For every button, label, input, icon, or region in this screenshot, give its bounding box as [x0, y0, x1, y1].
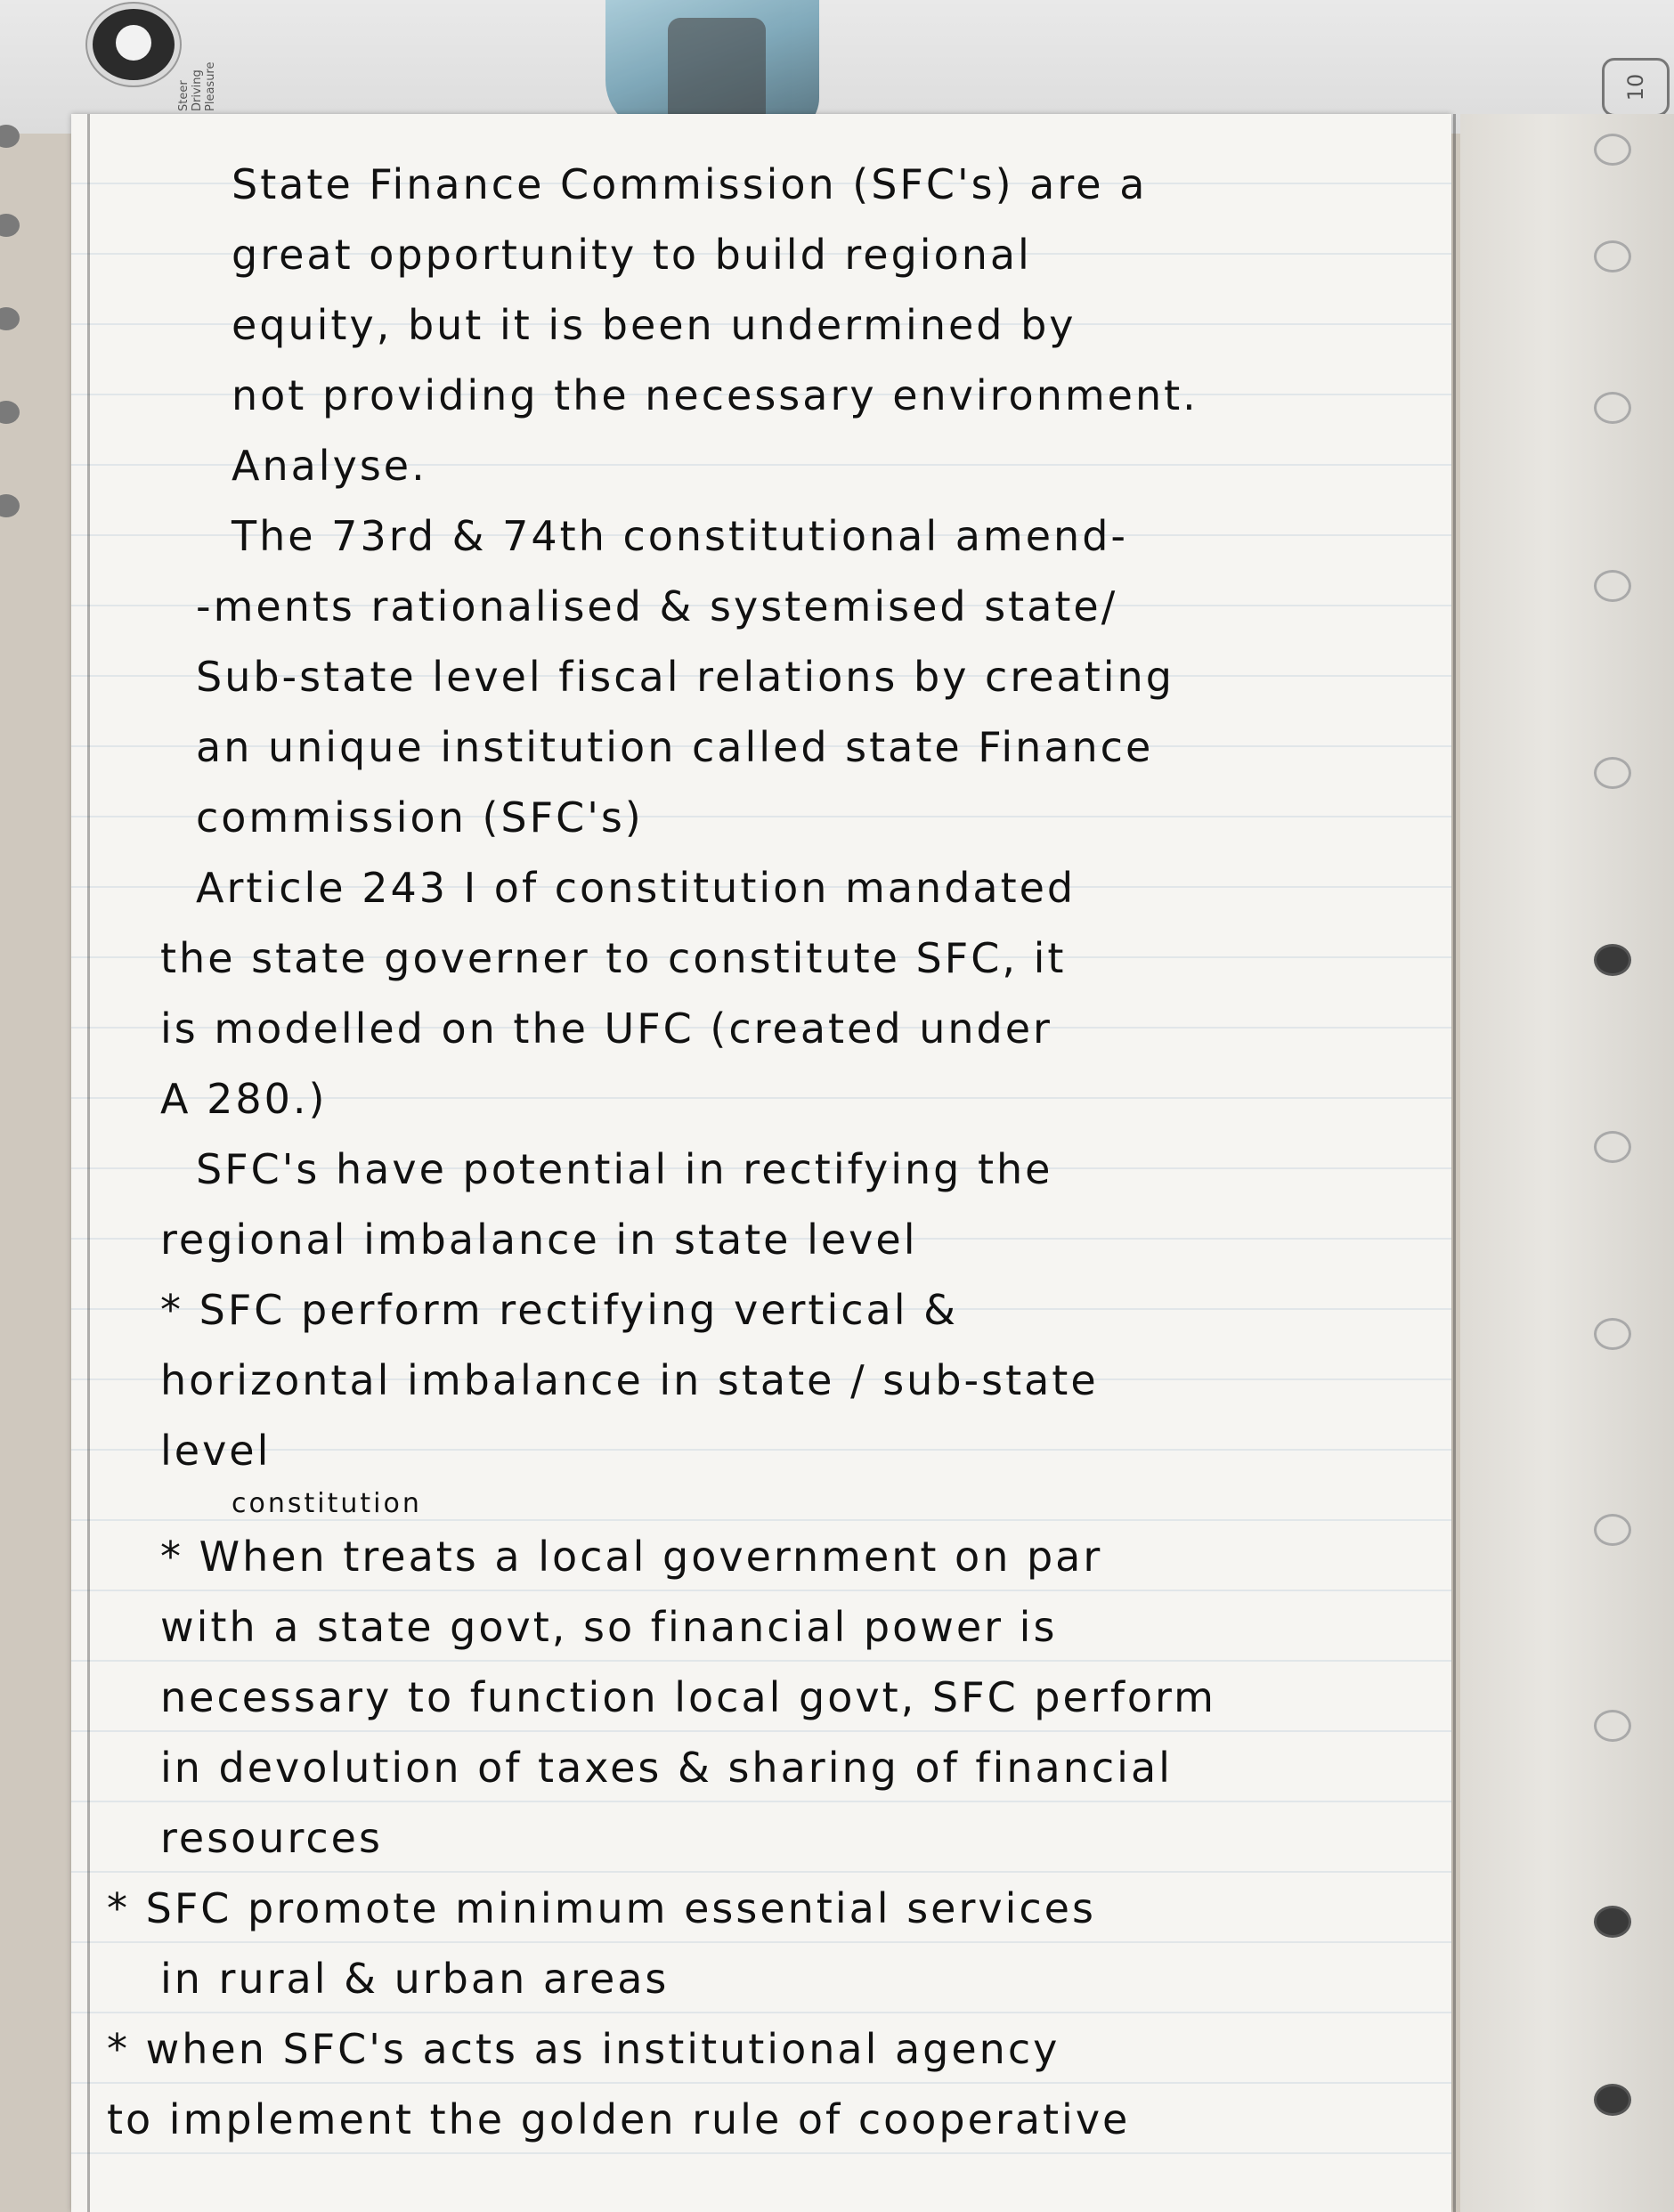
note-line: horizontal imbalance in state / sub-state [160, 1356, 1099, 1404]
note-line: * when SFC's acts as institutional agency [107, 2025, 1060, 2073]
note-line: -ments rationalised & systemised state/ [196, 582, 1118, 630]
punch-hole-icon [0, 214, 20, 237]
note-line: equity, but it is been undermined by [232, 301, 1077, 349]
left-margin-rule [87, 114, 90, 2212]
corner-mark: 10 [1602, 58, 1670, 117]
note-line: necessary to function local govt, SFC perform [160, 1673, 1216, 1721]
binder-ring-icon [1594, 1710, 1631, 1742]
binder-ring-icon [1594, 1514, 1631, 1546]
note-line: Analyse. [232, 442, 427, 490]
binder-ring-icon [1594, 2084, 1631, 2116]
note-line: great opportunity to build regional [232, 231, 1032, 279]
punch-hole-icon [0, 125, 20, 148]
note-line: commission (SFC's) [196, 793, 644, 842]
punch-hole-icon [0, 307, 20, 330]
background-sheet [1460, 114, 1674, 2212]
note-line: constitution [232, 1488, 422, 1519]
note-line: an unique institution called state Finance [196, 723, 1154, 771]
note-line: resources [160, 1814, 383, 1862]
note-line: the state governer to constitute SFC, it [160, 934, 1067, 982]
binder-ring-icon [1594, 1906, 1631, 1938]
note-line: not providing the necessary environment. [232, 371, 1199, 419]
note-line: regional imbalance in state level [160, 1216, 918, 1264]
binder-ring-icon [1594, 240, 1631, 272]
note-line: State Finance Commission (SFC's) are a [232, 160, 1148, 208]
note-line: The 73rd & 74th constitutional amend- [232, 512, 1128, 560]
binder-ring-icon [1594, 944, 1631, 976]
note-line: Article 243 I of constitution mandated [196, 864, 1077, 912]
binder-ring-icon [1594, 757, 1631, 789]
right-margin-rule [1453, 114, 1456, 2212]
binder-ring-icon [1594, 1318, 1631, 1350]
note-line: level [160, 1427, 272, 1475]
note-line: in rural & urban areas [160, 1955, 670, 2003]
punch-hole-icon [0, 401, 20, 424]
notebook-page [71, 114, 1451, 2212]
note-line: is modelled on the UFC (created under [160, 1004, 1052, 1053]
note-line: SFC's have potential in rectifying the [196, 1145, 1053, 1193]
punch-hole-icon [0, 494, 20, 517]
binder-ring-icon [1594, 1131, 1631, 1163]
binder-ring-icon [1594, 134, 1631, 166]
note-line: Sub-state level fiscal relations by creating [196, 653, 1174, 701]
note-line: * SFC perform rectifying vertical & [160, 1286, 958, 1334]
note-line: to implement the golden rule of cooperative [107, 2095, 1131, 2143]
car-logo-icon [87, 4, 180, 85]
binder-ring-icon [1594, 570, 1631, 602]
note-line: A 280.) [160, 1075, 328, 1123]
note-line: in devolution of taxes & sharing of financial [160, 1744, 1173, 1792]
handwritten-note [107, 150, 1407, 2155]
note-line: * When treats a local government on par [160, 1533, 1103, 1581]
note-line: with a state govt, so financial power is [160, 1603, 1058, 1651]
logo-caption: Steer Driving Pleasure [177, 61, 217, 111]
note-line: * SFC promote minimum essential services [107, 1884, 1096, 1932]
binder-ring-icon [1594, 392, 1631, 424]
